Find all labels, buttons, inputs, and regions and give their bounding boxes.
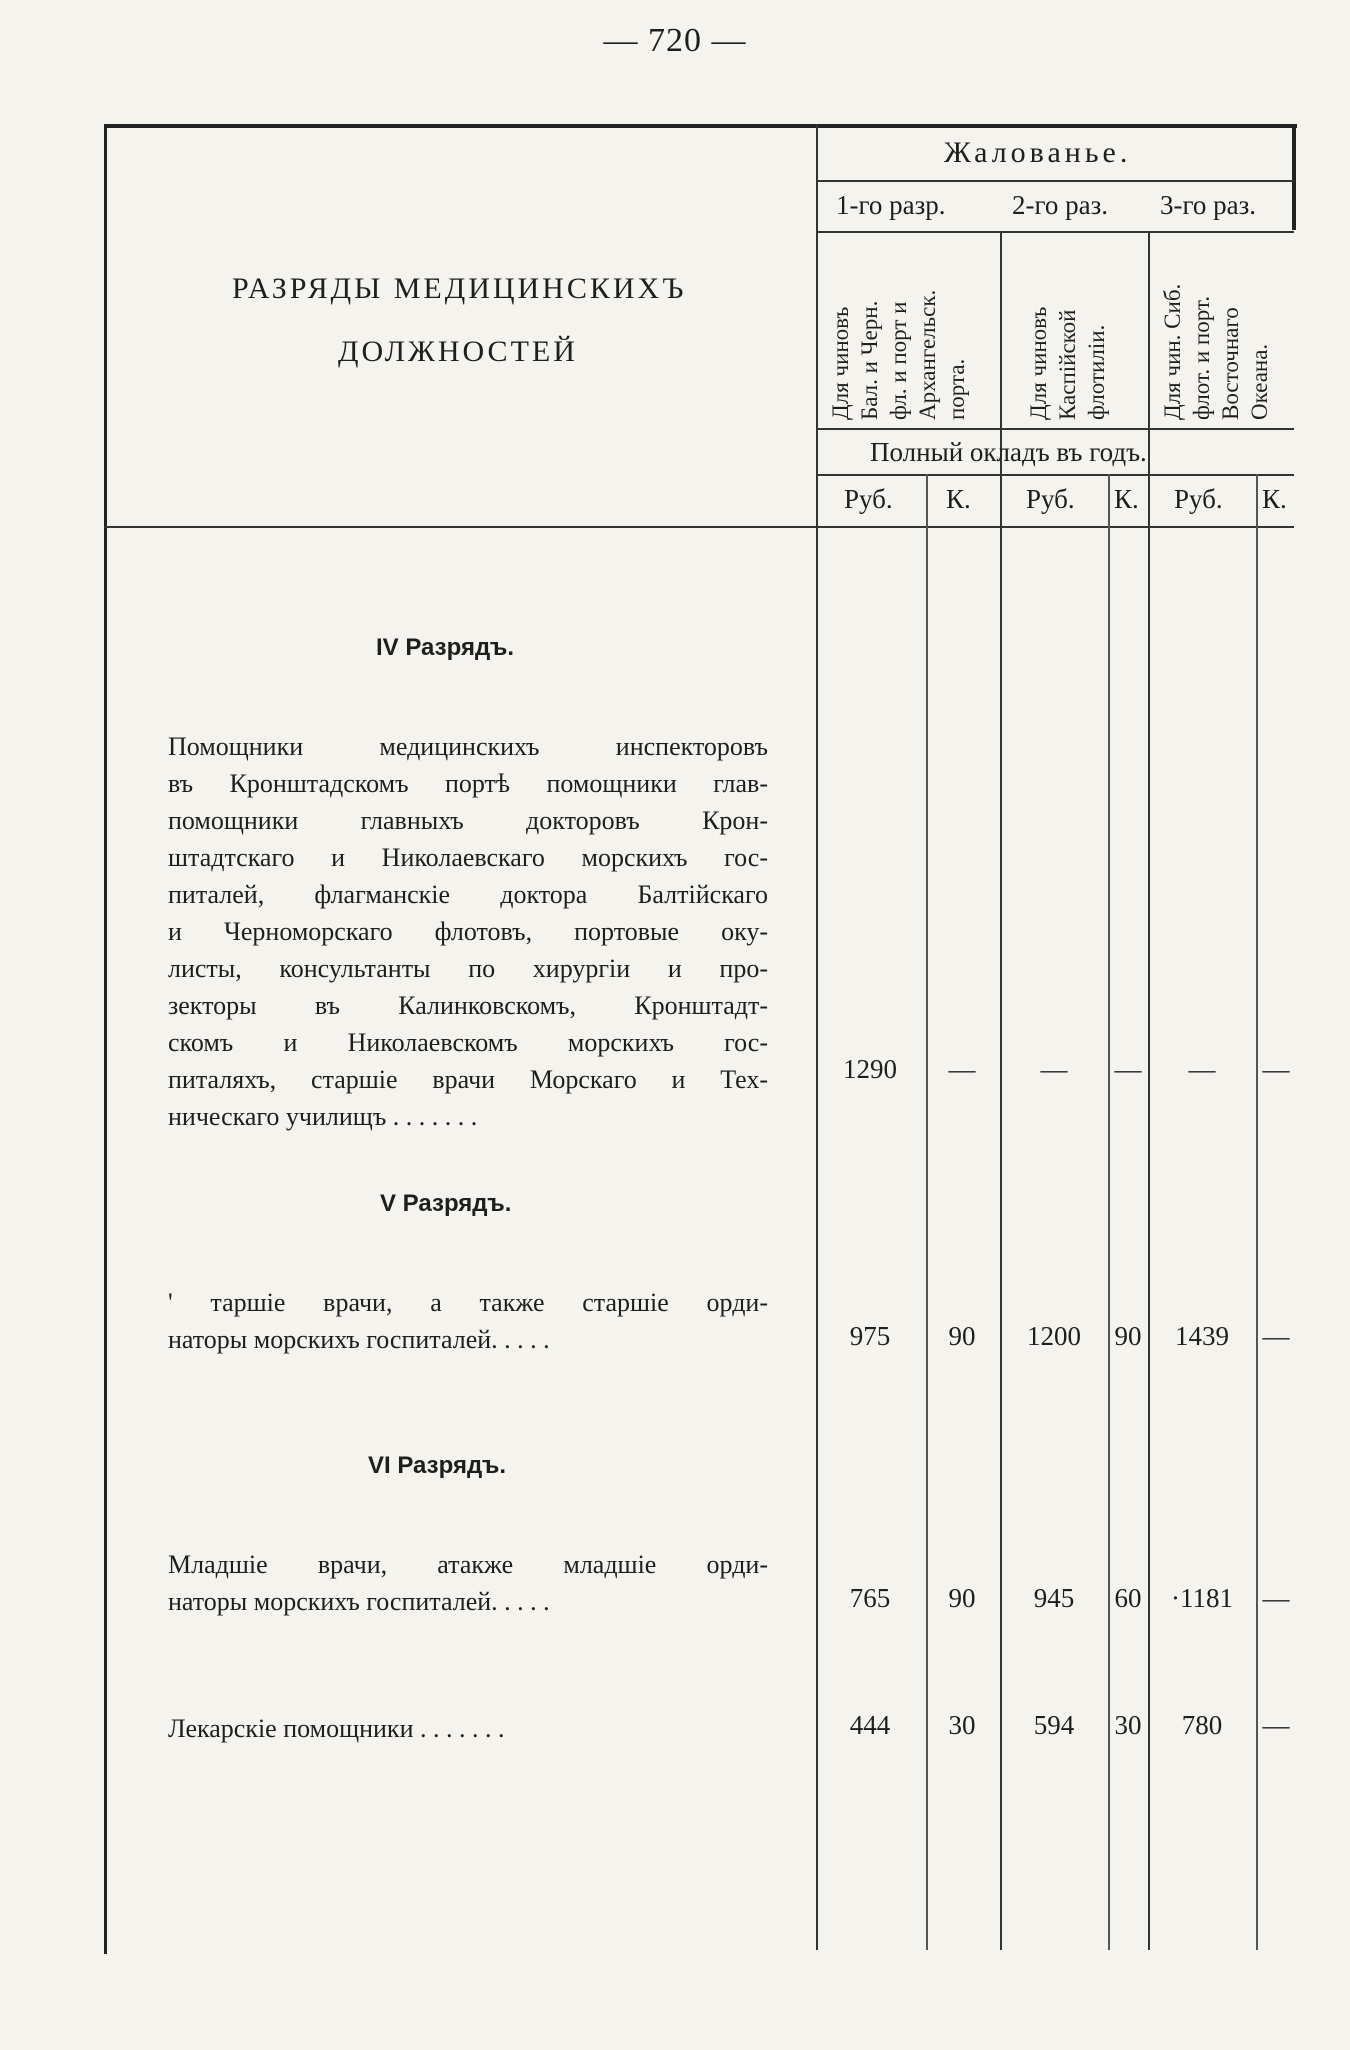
value-assist-kop1: 30 bbox=[948, 1710, 976, 1740]
value-assist-kop2: 30 bbox=[1114, 1710, 1142, 1740]
category-2: 2-го раз. bbox=[1012, 190, 1109, 220]
rule-under-categories bbox=[818, 231, 1294, 233]
unit-kop-1: К. bbox=[946, 484, 971, 514]
category-3: 3-го раз. bbox=[1160, 190, 1257, 220]
rule-under-column-heads bbox=[818, 428, 1294, 430]
rule-under-salary bbox=[818, 180, 1294, 182]
section-text-v: ' таршіе врачи, а также старшіе орди- наторы морскихъ госпиталей. . . . . bbox=[168, 1288, 768, 1354]
value-iv-kop3: — bbox=[1262, 1054, 1290, 1084]
value-v-rub3: 1439 bbox=[1175, 1321, 1229, 1351]
value-assist-rub1: 444 bbox=[849, 1710, 891, 1740]
header-title-line2: ДОЛЖНОСТЕЙ bbox=[338, 335, 578, 368]
section-title-v: V Разрядъ. bbox=[380, 1190, 512, 1217]
col-rule-title bbox=[816, 124, 818, 1950]
full-salary-heading: Полный окладъ въ годъ. bbox=[870, 437, 1147, 467]
column-head-2: Для чиновъ Каспійской флотиліи. bbox=[1026, 306, 1109, 420]
value-assist-kop3: — bbox=[1262, 1710, 1290, 1740]
value-vi-rub1: 765 bbox=[849, 1583, 891, 1613]
value-v-rub1: 975 bbox=[849, 1321, 891, 1351]
value-iv-rub2: — bbox=[1040, 1054, 1068, 1084]
value-vi-rub2: 945 bbox=[1033, 1583, 1075, 1613]
header-title-line1: РАЗРЯДЫ МЕДИЦИНСКИХЪ bbox=[232, 272, 687, 305]
value-vi-rub3: ·1181 bbox=[1171, 1583, 1233, 1613]
value-v-rub2: 1200 bbox=[1027, 1321, 1081, 1351]
section-title-iv: IV Разрядъ. bbox=[376, 634, 515, 661]
section-title-vi: VI Разрядъ. bbox=[368, 1452, 507, 1479]
unit-kop-3: К. bbox=[1262, 484, 1287, 514]
value-assist-rub2: 594 bbox=[1033, 1710, 1075, 1740]
unit-rub-1: Руб. bbox=[844, 484, 893, 514]
value-vi-kop1: 90 bbox=[948, 1583, 976, 1613]
value-assist-rub3: 780 bbox=[1181, 1710, 1223, 1740]
value-v-kop1: 90 bbox=[948, 1321, 976, 1351]
category-1: 1-го разр. bbox=[836, 190, 946, 220]
table-frame-right-edge bbox=[1292, 124, 1296, 230]
rule-under-header bbox=[104, 526, 1294, 528]
section-text-iv: Помощники медицинскихъ инспекторовъ въ Кронштадскомъ портѣ помощники глав- помощники главныхъ докторовъ Крон- штадтскаго и Николаевскаго морскихъ гос- питалей, флагманскіе доктора Балтійскаго и Черноморскаго флотовъ, портовые оку- листы, консультанты по хирургіи и про- зекторы въ Калинковскомъ, Кронштадт- скомъ и Николаевскомъ морскихъ гос- питаляхъ, старшіе врачи Морскаго и Тех- ническаго училищъ . . . . . . . bbox=[168, 732, 768, 1131]
unit-kop-2: К. bbox=[1114, 484, 1139, 514]
section-text-assistants: Лекарскіе помощники . . . . . . . bbox=[168, 1714, 505, 1743]
page-number: — 720 — bbox=[603, 22, 747, 59]
col-rule-kop1 bbox=[926, 474, 928, 1950]
col-rule-cat1 bbox=[1000, 231, 1002, 1950]
column-head-3: Для чин. Сиб. флот. и порт. Восточнаго Океана. bbox=[1160, 283, 1272, 420]
rule-under-full-salary bbox=[818, 474, 1294, 476]
value-vi-kop3: — bbox=[1262, 1583, 1290, 1613]
column-head-1: Для чиновъ Бал. и Черн. фл. и порт и Архангельск. порта. bbox=[828, 289, 969, 420]
value-iv-rub3: — bbox=[1188, 1054, 1216, 1084]
value-vi-kop2: 60 bbox=[1114, 1583, 1142, 1613]
value-iv-kop2: — bbox=[1114, 1054, 1142, 1084]
value-iv-rub1: 1290 bbox=[843, 1054, 897, 1084]
col-rule-cat2 bbox=[1148, 231, 1150, 1950]
value-v-kop3: — bbox=[1262, 1321, 1290, 1351]
unit-rub-3: Руб. bbox=[1174, 484, 1223, 514]
value-v-kop2: 90 bbox=[1114, 1321, 1142, 1351]
section-text-vi: Младшіе врачи, атакже младшіе орди- наторы морскихъ госпиталей. . . . . bbox=[168, 1550, 768, 1616]
value-iv-kop1: — bbox=[948, 1054, 976, 1084]
salary-heading: Жалованье. bbox=[944, 136, 1132, 169]
unit-rub-2: Руб. bbox=[1026, 484, 1075, 514]
